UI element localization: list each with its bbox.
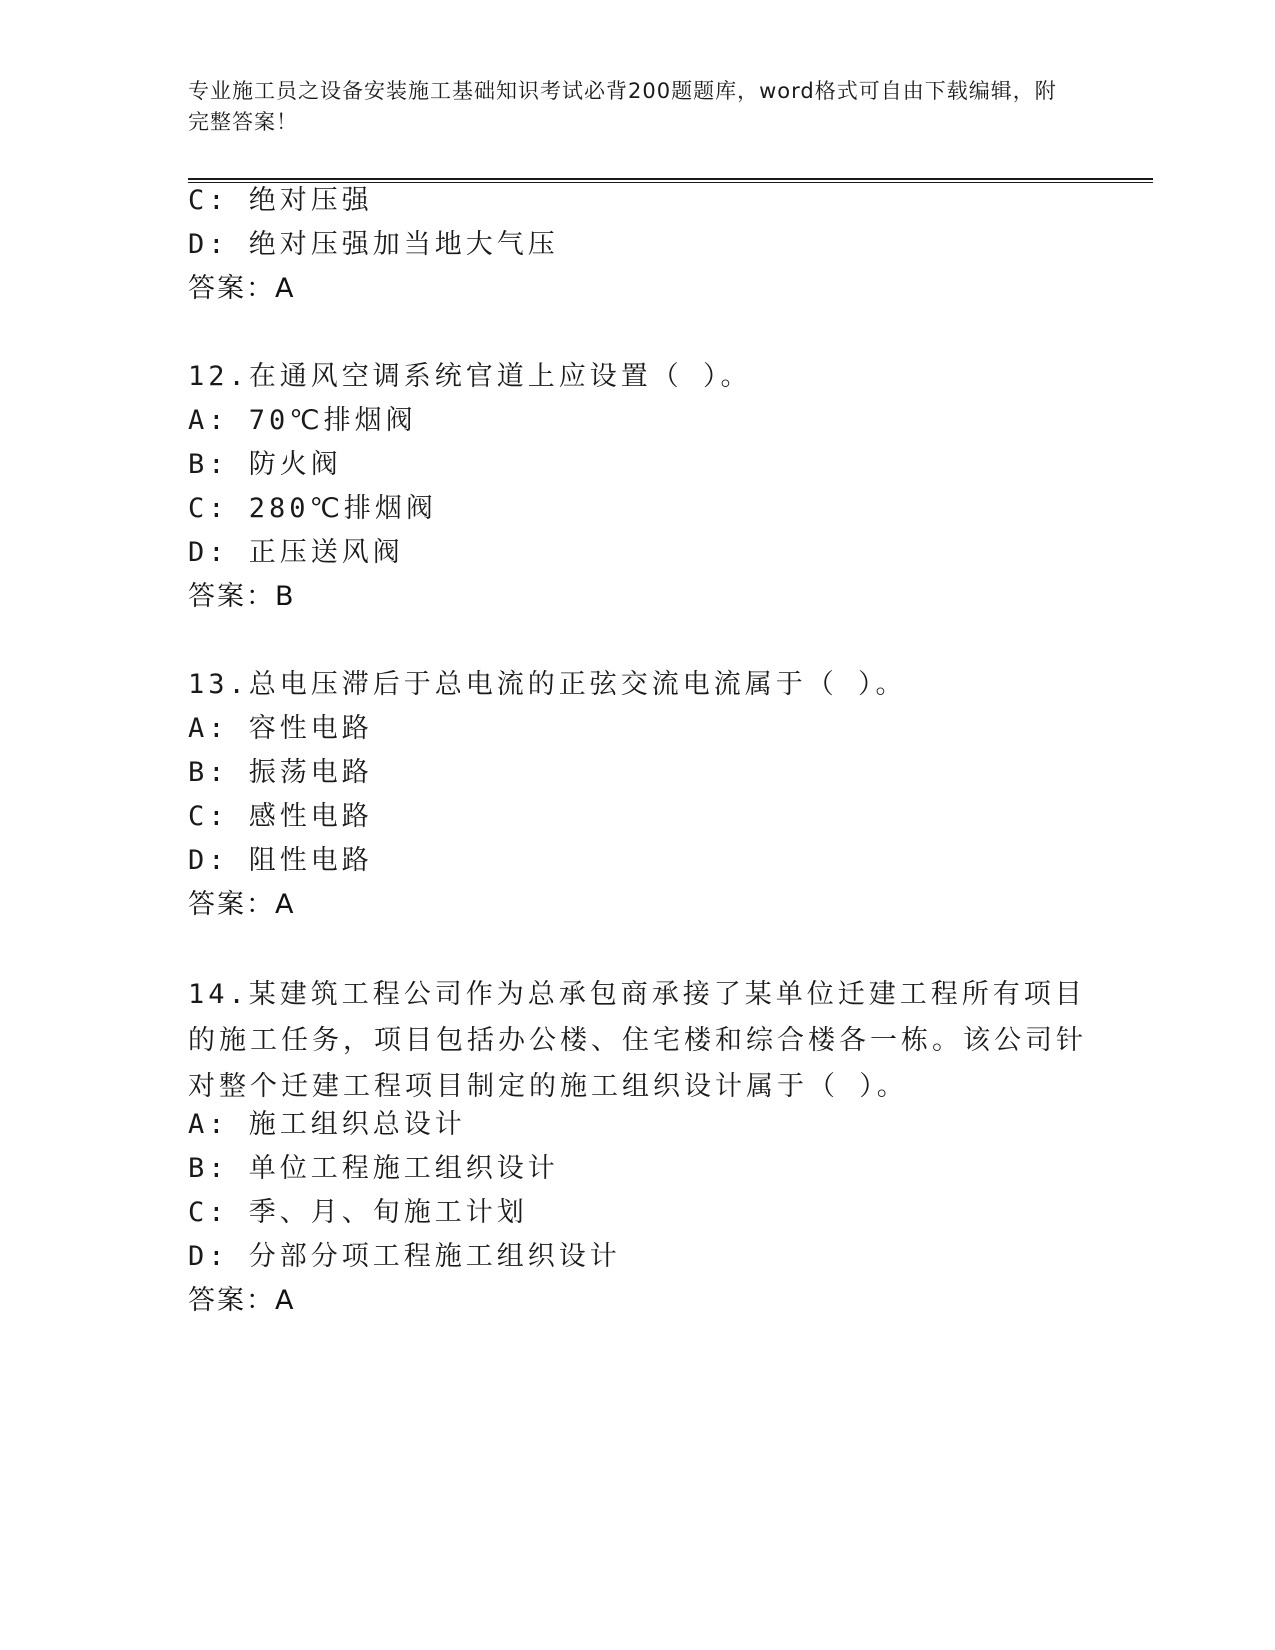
question-13-option-c: C: 感性电路 <box>188 801 373 832</box>
question-14-option-d: D: 分部分项工程施工组织设计 <box>188 1241 621 1272</box>
question-13-answer: 答案：A <box>188 889 296 920</box>
question-14-option-b: B: 单位工程施工组织设计 <box>188 1153 559 1184</box>
question-14-option-a: A: 施工组织总设计 <box>188 1109 466 1140</box>
question-12-answer: 答案：B <box>188 581 296 612</box>
question-12-option-d: D: 正压送风阀 <box>188 537 404 568</box>
question-13-text: 13.总电压滞后于总电流的正弦交流电流属于（ ）。 <box>188 669 907 700</box>
prev-option-d: D: 绝对压强加当地大气压 <box>188 229 559 260</box>
question-14-option-c: C: 季、月、旬施工计划 <box>188 1197 528 1228</box>
question-13-option-b: B: 振荡电路 <box>188 757 373 788</box>
prev-option-c: C: 绝对压强 <box>188 185 373 216</box>
question-14-text: 14.某建筑工程公司作为总承包商承接了某单位迁建工程所有项目的施工任务，项目包括办公楼、住宅楼和综合楼各一栋。该公司针对整个迁建工程项目制定的施工组织设计属于（ ）。 <box>188 979 1087 1102</box>
question-12-option-c: C: 280℃排烟阀 <box>188 493 437 524</box>
question-12-option-b: B: 防火阀 <box>188 449 342 480</box>
document-intro: 专业施工员之设备安装施工基础知识考试必背200题题库，word格式可自由下载编辑，附完整答案！ <box>188 79 1057 134</box>
question-12-option-a: A: 70℃排烟阀 <box>188 405 417 436</box>
question-13-option-d: D: 阻性电路 <box>188 845 373 876</box>
header-divider <box>188 178 1153 183</box>
prev-answer: 答案：A <box>188 273 296 304</box>
question-14-answer: 答案：A <box>188 1285 296 1316</box>
question-13-option-a: A: 容性电路 <box>188 713 373 744</box>
question-12-text: 12.在通风空调系统官道上应设置（ ）。 <box>188 361 752 392</box>
